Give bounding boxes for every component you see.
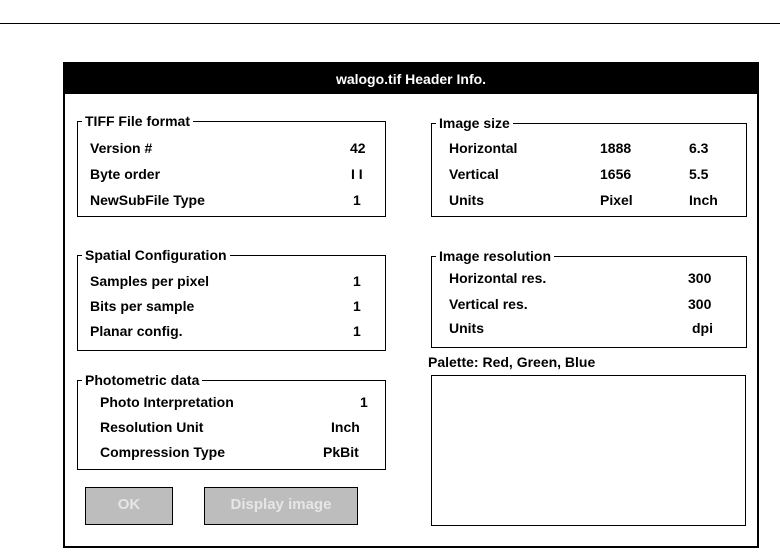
photometric-label: Photometric data — [82, 372, 202, 388]
tiff-format-label: TIFF File format — [82, 113, 193, 129]
res-units-value: dpi — [692, 320, 713, 336]
version-row — [78, 137, 385, 159]
top-divider-line — [0, 23, 780, 24]
horizontal-pixels-value: 1888 — [600, 140, 632, 156]
res-units-label: Units — [449, 320, 484, 336]
samples-value: 1 — [353, 273, 361, 289]
vertical-res-label: Vertical res. — [449, 296, 528, 312]
byte-order-row — [78, 163, 385, 185]
byte-order-value: I I — [351, 166, 363, 182]
bits-value: 1 — [353, 298, 361, 314]
vertical-res-value: 300 — [688, 296, 712, 312]
ok-button[interactable]: OK — [85, 487, 173, 525]
res-units-row — [432, 317, 746, 339]
image-resolution-label: Image resolution — [436, 248, 554, 264]
size-units-row — [432, 189, 746, 211]
vertical-size-row — [432, 163, 746, 185]
version-label: Version # — [90, 140, 153, 156]
horizontal-size-label: Horizontal — [449, 140, 518, 156]
resolution-unit-label: Resolution Unit — [100, 419, 204, 435]
size-units-pixel-value: Pixel — [600, 192, 633, 208]
horizontal-inches-value: 6.3 — [689, 140, 709, 156]
bits-row — [78, 295, 385, 317]
planar-label: Planar config. — [90, 323, 183, 339]
version-value: 42 — [350, 140, 366, 156]
dialog-title: walogo.tif Header Info. — [65, 64, 757, 94]
vertical-inches-value: 5.5 — [689, 166, 709, 182]
byte-order-label: Byte order — [90, 166, 161, 182]
image-size-label: Image size — [436, 115, 513, 131]
size-units-label: Units — [449, 192, 484, 208]
newsubfile-value: 1 — [353, 192, 361, 208]
vertical-pixels-value: 1656 — [600, 166, 632, 182]
planar-row — [78, 320, 385, 342]
photo-interp-label: Photo Interpretation — [100, 394, 234, 410]
compression-value: PkBit — [323, 444, 359, 460]
horizontal-res-row — [432, 267, 746, 289]
palette-display-box — [431, 375, 746, 526]
resolution-unit-value: Inch — [331, 419, 360, 435]
samples-row — [78, 270, 385, 292]
horizontal-size-row — [432, 137, 746, 159]
planar-value: 1 — [353, 323, 361, 339]
bits-label: Bits per sample — [90, 298, 195, 314]
image-resolution-group — [431, 248, 747, 348]
samples-label: Samples per pixel — [90, 273, 210, 289]
horizontal-res-value: 300 — [688, 270, 712, 286]
photometric-group — [77, 372, 386, 470]
display-image-button[interactable]: Display image — [204, 487, 358, 525]
vertical-res-row — [432, 293, 746, 315]
palette-label: Palette: Red, Green, Blue — [428, 354, 596, 370]
tiff-format-group — [77, 113, 386, 217]
compression-label: Compression Type — [100, 444, 225, 460]
compression-row — [78, 441, 385, 463]
spatial-config-group — [77, 247, 386, 351]
size-units-inch-value: Inch — [689, 192, 718, 208]
vertical-size-label: Vertical — [449, 166, 499, 182]
photo-interp-value: 1 — [360, 394, 368, 410]
newsubfile-label: NewSubFile Type — [90, 192, 205, 208]
resolution-unit-row — [78, 416, 385, 438]
photo-interp-row — [78, 391, 385, 413]
spatial-config-label: Spatial Configuration — [82, 247, 230, 263]
newsubfile-row — [78, 189, 385, 211]
horizontal-res-label: Horizontal res. — [449, 270, 547, 286]
header-info-dialog — [63, 62, 759, 548]
image-size-group — [431, 115, 747, 217]
